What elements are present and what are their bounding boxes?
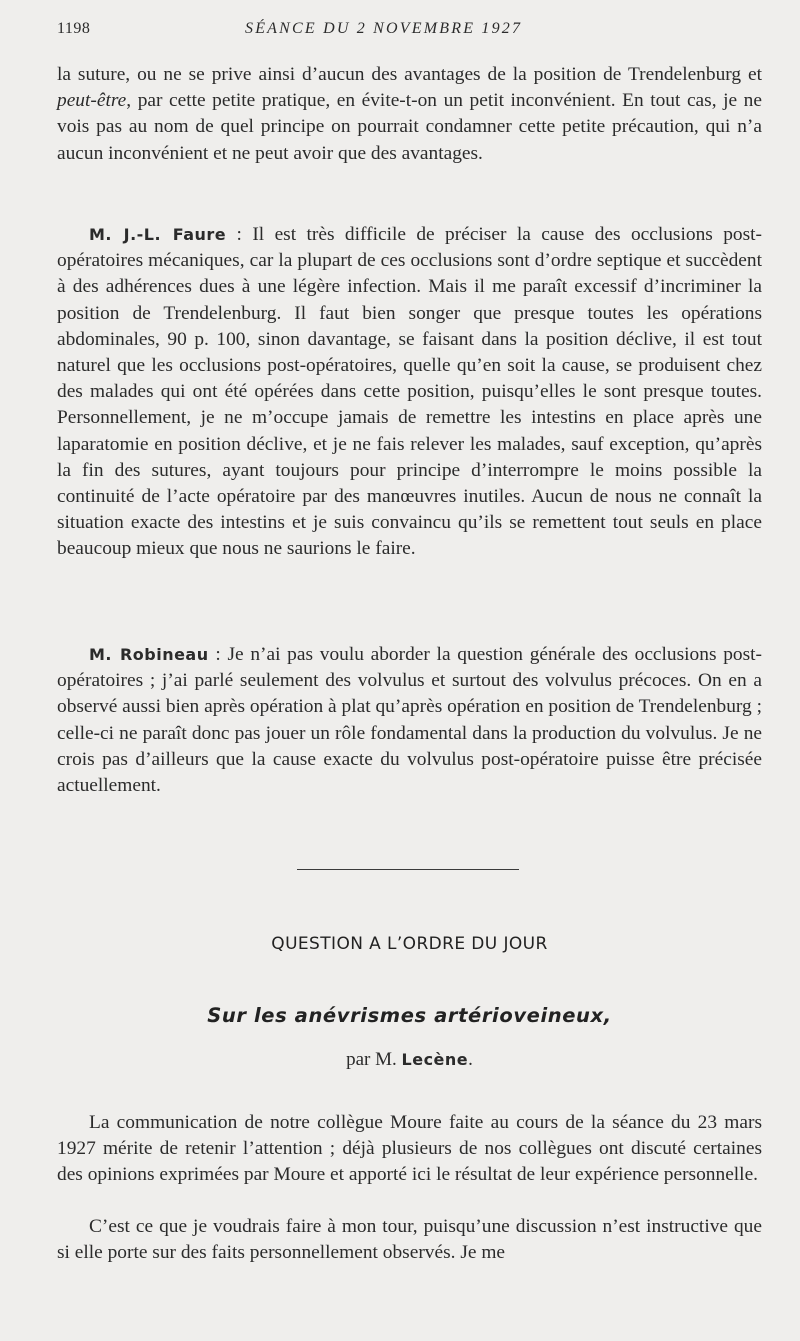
paragraph-suture-text-b: , par cette petite pratique, en évite-t-on un petit inconvénient. En tout cas, je ne vois pas au nom de quel principe on pourrait condamner cette petite précaution, qui n’a aucun inconvénient et ne peut avoir que des avantages. — [57, 90, 762, 164]
paragraph-suture — [57, 62, 762, 167]
running-head: SÉANCE DU 2 NOVEMBRE 1927 — [245, 20, 523, 37]
paragraph-robineau — [57, 642, 762, 799]
speaker-robineau: M. Robineau — [89, 645, 209, 664]
section-heading: QUESTION A L’ORDRE DU JOUR — [271, 934, 548, 954]
byline-suffix: . — [468, 1049, 473, 1070]
running-header — [57, 20, 762, 44]
page-number: 1198 — [57, 20, 91, 37]
byline-prefix: par M. — [346, 1049, 402, 1070]
faure-text: : Il est très difficile de préciser la cause des occlusions post-opératoires mécaniques, car la plupart de ces occlusions sont d’ordre septique et succèdent à des adhérences dues à une légère infection. Mais il me paraît excessif d’incriminer la position de Trendelenburg. Il faut bien songer que presque toutes les opérations abdominales, 90 p. 100, sinon davantage, se faisant dans la position déclive, il est tout naturel que les occlusions post-opératoires, quelle qu’en soit la cause, se produisent chez des malades qui ont été opérées dans cette position, puisqu’elles le sont presque toutes. Personnellement, je ne m’occupe jamais de remettre les intestins en place après une laparatomie en position déclive, et je ne fais relever les malades, sauf exception, qu’après la fin des sutures, ayant toujours pour principe d’interrompre le moins possible la continuité de l’acte opératoire par des manœuvres inutiles. Aucun de nous ne connaît la situation exacte des intestins et je suis convaincu qu’ils se remettent tout seuls en place beaucoup mieux que nous ne saurions le faire. — [57, 224, 762, 560]
paragraph-discussion: C’est ce que je voudrais faire à mon tour, puisqu’une discussion n’est instructive que si elle porte sur des faits personnellement observés. Je me — [57, 1216, 762, 1264]
paragraph-communication: La communication de notre collègue Moure faite au cours de la séance du 23 mars 1927 mérite de retenir l’attention ; déjà plusieurs de nos collègues ont discuté certaines des opinions exprimées par Moure et apporté ici le résultat de leur expérience personnelle. — [57, 1112, 762, 1186]
paragraph-faure — [57, 222, 762, 563]
paragraph-suture-text-a: la suture, ou ne se prive ainsi d’aucun des avantages de la position de Trendelenburg et — [57, 64, 762, 85]
speaker-faure: M. J.-L. Faure — [89, 225, 227, 244]
section-divider — [297, 869, 519, 870]
byline-author: Lecène — [401, 1050, 469, 1069]
article-byline — [57, 1049, 762, 1071]
emphasis-peut-etre: peut-être — [57, 90, 127, 112]
article-title: Sur les anévrismes artérioveineux, — [207, 1004, 612, 1027]
robineau-text: : Je n’ai pas voulu aborder la question générale des occlusions post-opératoires ; j’ai parlé seulement des volvulus et surtout des volvulus précoces. On en a observé aussi bien après opération à plat qu’après opération en position de Trendelenburg ; celle-ci ne paraît donc pas jouer un rôle fondamental dans la production du volvulus. Je ne crois pas d’ailleurs que la cause exacte du volvulus post-opératoire puisse être précisée actuellement. — [57, 644, 762, 797]
